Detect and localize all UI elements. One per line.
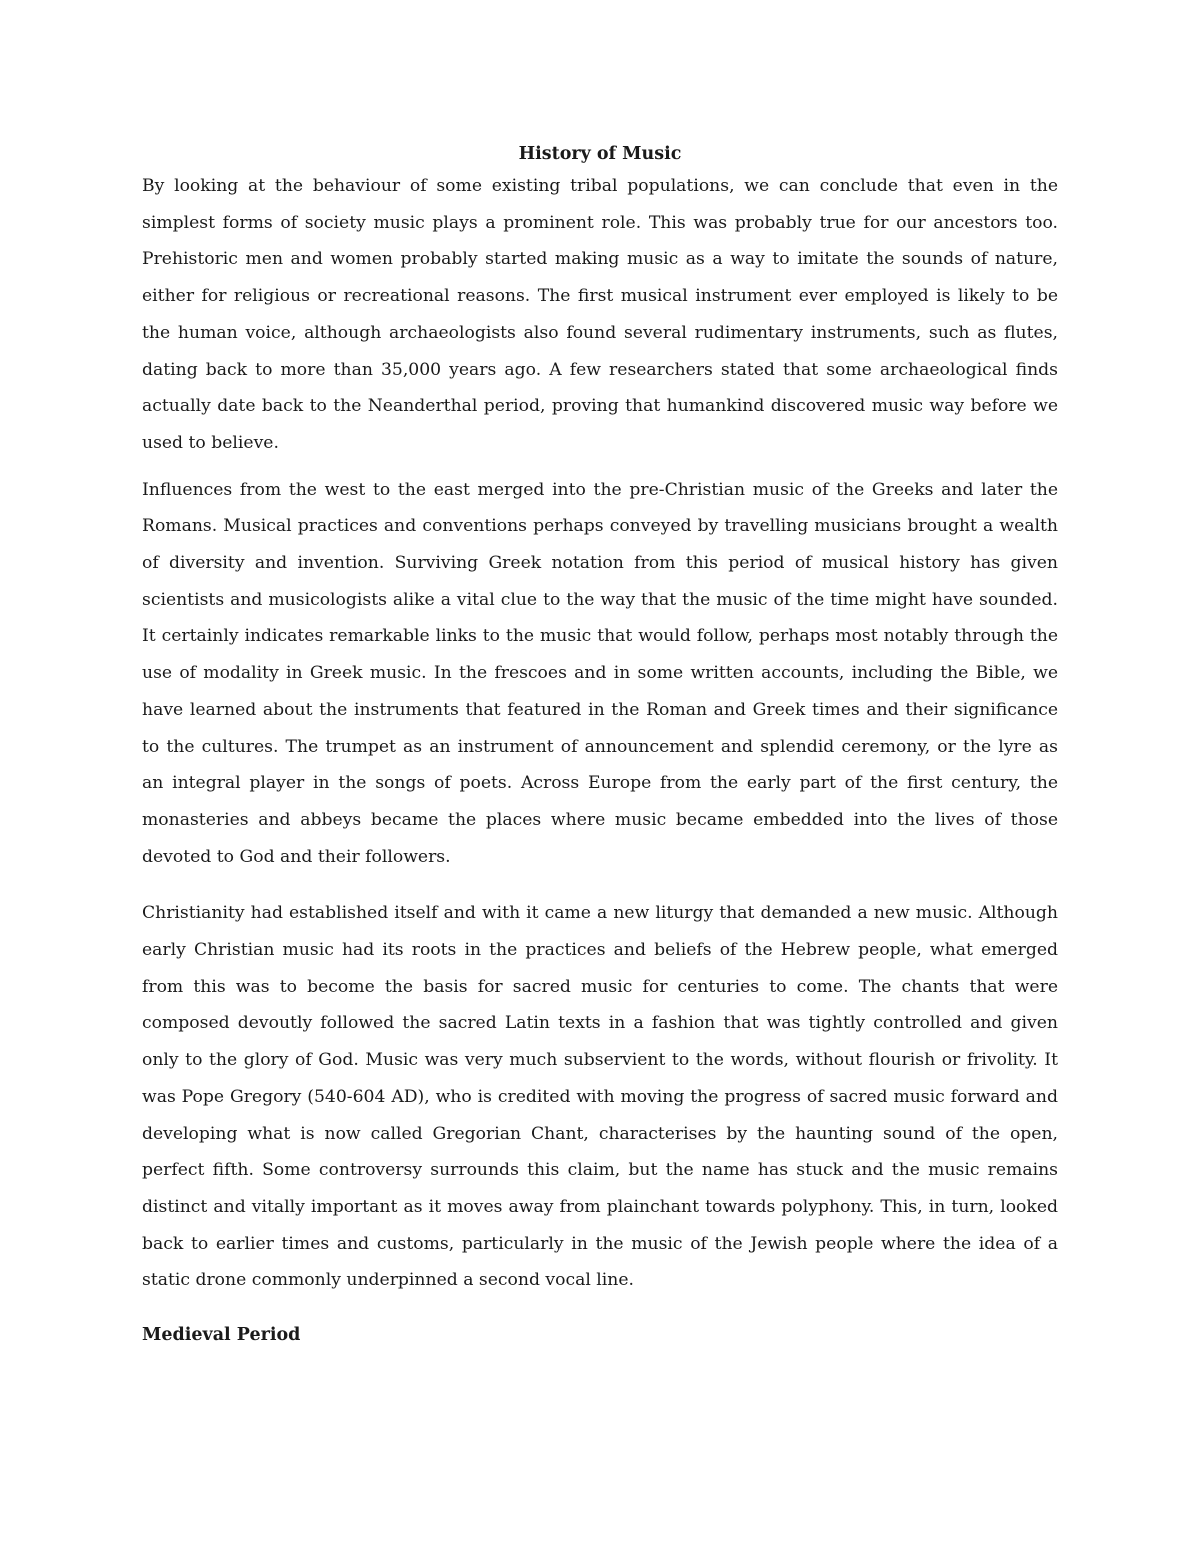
document-page [142,140,1058,1349]
document-title: History of Music [518,144,682,164]
paragraph-prehistoric: By looking at the behaviour of some existing tribal populations, we can conclude that even in the simplest forms of society music plays a prominent role. This was probably true for our ancestors too. Prehistoric men and women probably started making music as a way to imitate the sounds of nature, either for religious or recreational reasons. The first musical instrument ever employed is likely to be the human voice, although archaeologists also found several rudimentary instruments, such as flutes, dating back to more than 35,000 years ago. A few researchers stated that some archaeological finds actually date back to the Neanderthal period, proving that humankind discovered music way before we used to believe. [142,176,1058,453]
section-heading-medieval: Medieval Period [142,1325,301,1346]
paragraph-christianity: Christianity had established itself and with it came a new liturgy that demanded a new music. Although early Christian music had its roots in the practices and beliefs of the Hebrew people, what emerged from this was to become the basis for sacred music for centuries to come. The chants that were composed devoutly followed the sacred Latin texts in a fashion that was tightly controlled and given only to the glory of God. Music was very much subservient to the words, without flourish or frivolity. It was Pope Gregory (540-604 AD), who is credited with moving the progress of sacred music forward and developing what is now called Gregorian Chant, characterises by the haunting sound of the open, perfect fifth. Some controversy surrounds this claim, but the name has stuck and the music remains distinct and vitally important as it moves away from plainchant towards polyphony. This, in turn, looked back to earlier times and customs, particularly in the music of the Jewish people where the idea of a static drone commonly underpinned a second vocal line. [142,903,1058,1291]
paragraph-greek-roman: Influences from the west to the east merged into the pre-Christian music of the Greeks and later the Romans. Musical practices and conventions perhaps conveyed by travelling musicians brought a wealth of diversity and invention. Surviving Greek notation from this period of musical history has given scientists and musicologists alike a vital clue to the way that the music of the time might have sounded. It certainly indicates remarkable links to the music that would follow, perhaps most notably through the use of modality in Greek music. In the frescoes and in some written accounts, including the Bible, we have learned about the instruments that featured in the Roman and Greek times and their significance to the cultures. The trumpet as an instrument of announcement and splendid ceremony, or the lyre as an integral player in the songs of poets. Across Europe from the early part of the first century, the monasteries and abbeys became the places where music became embedded into the lives of those devoted to God and their followers. [142,479,1058,867]
